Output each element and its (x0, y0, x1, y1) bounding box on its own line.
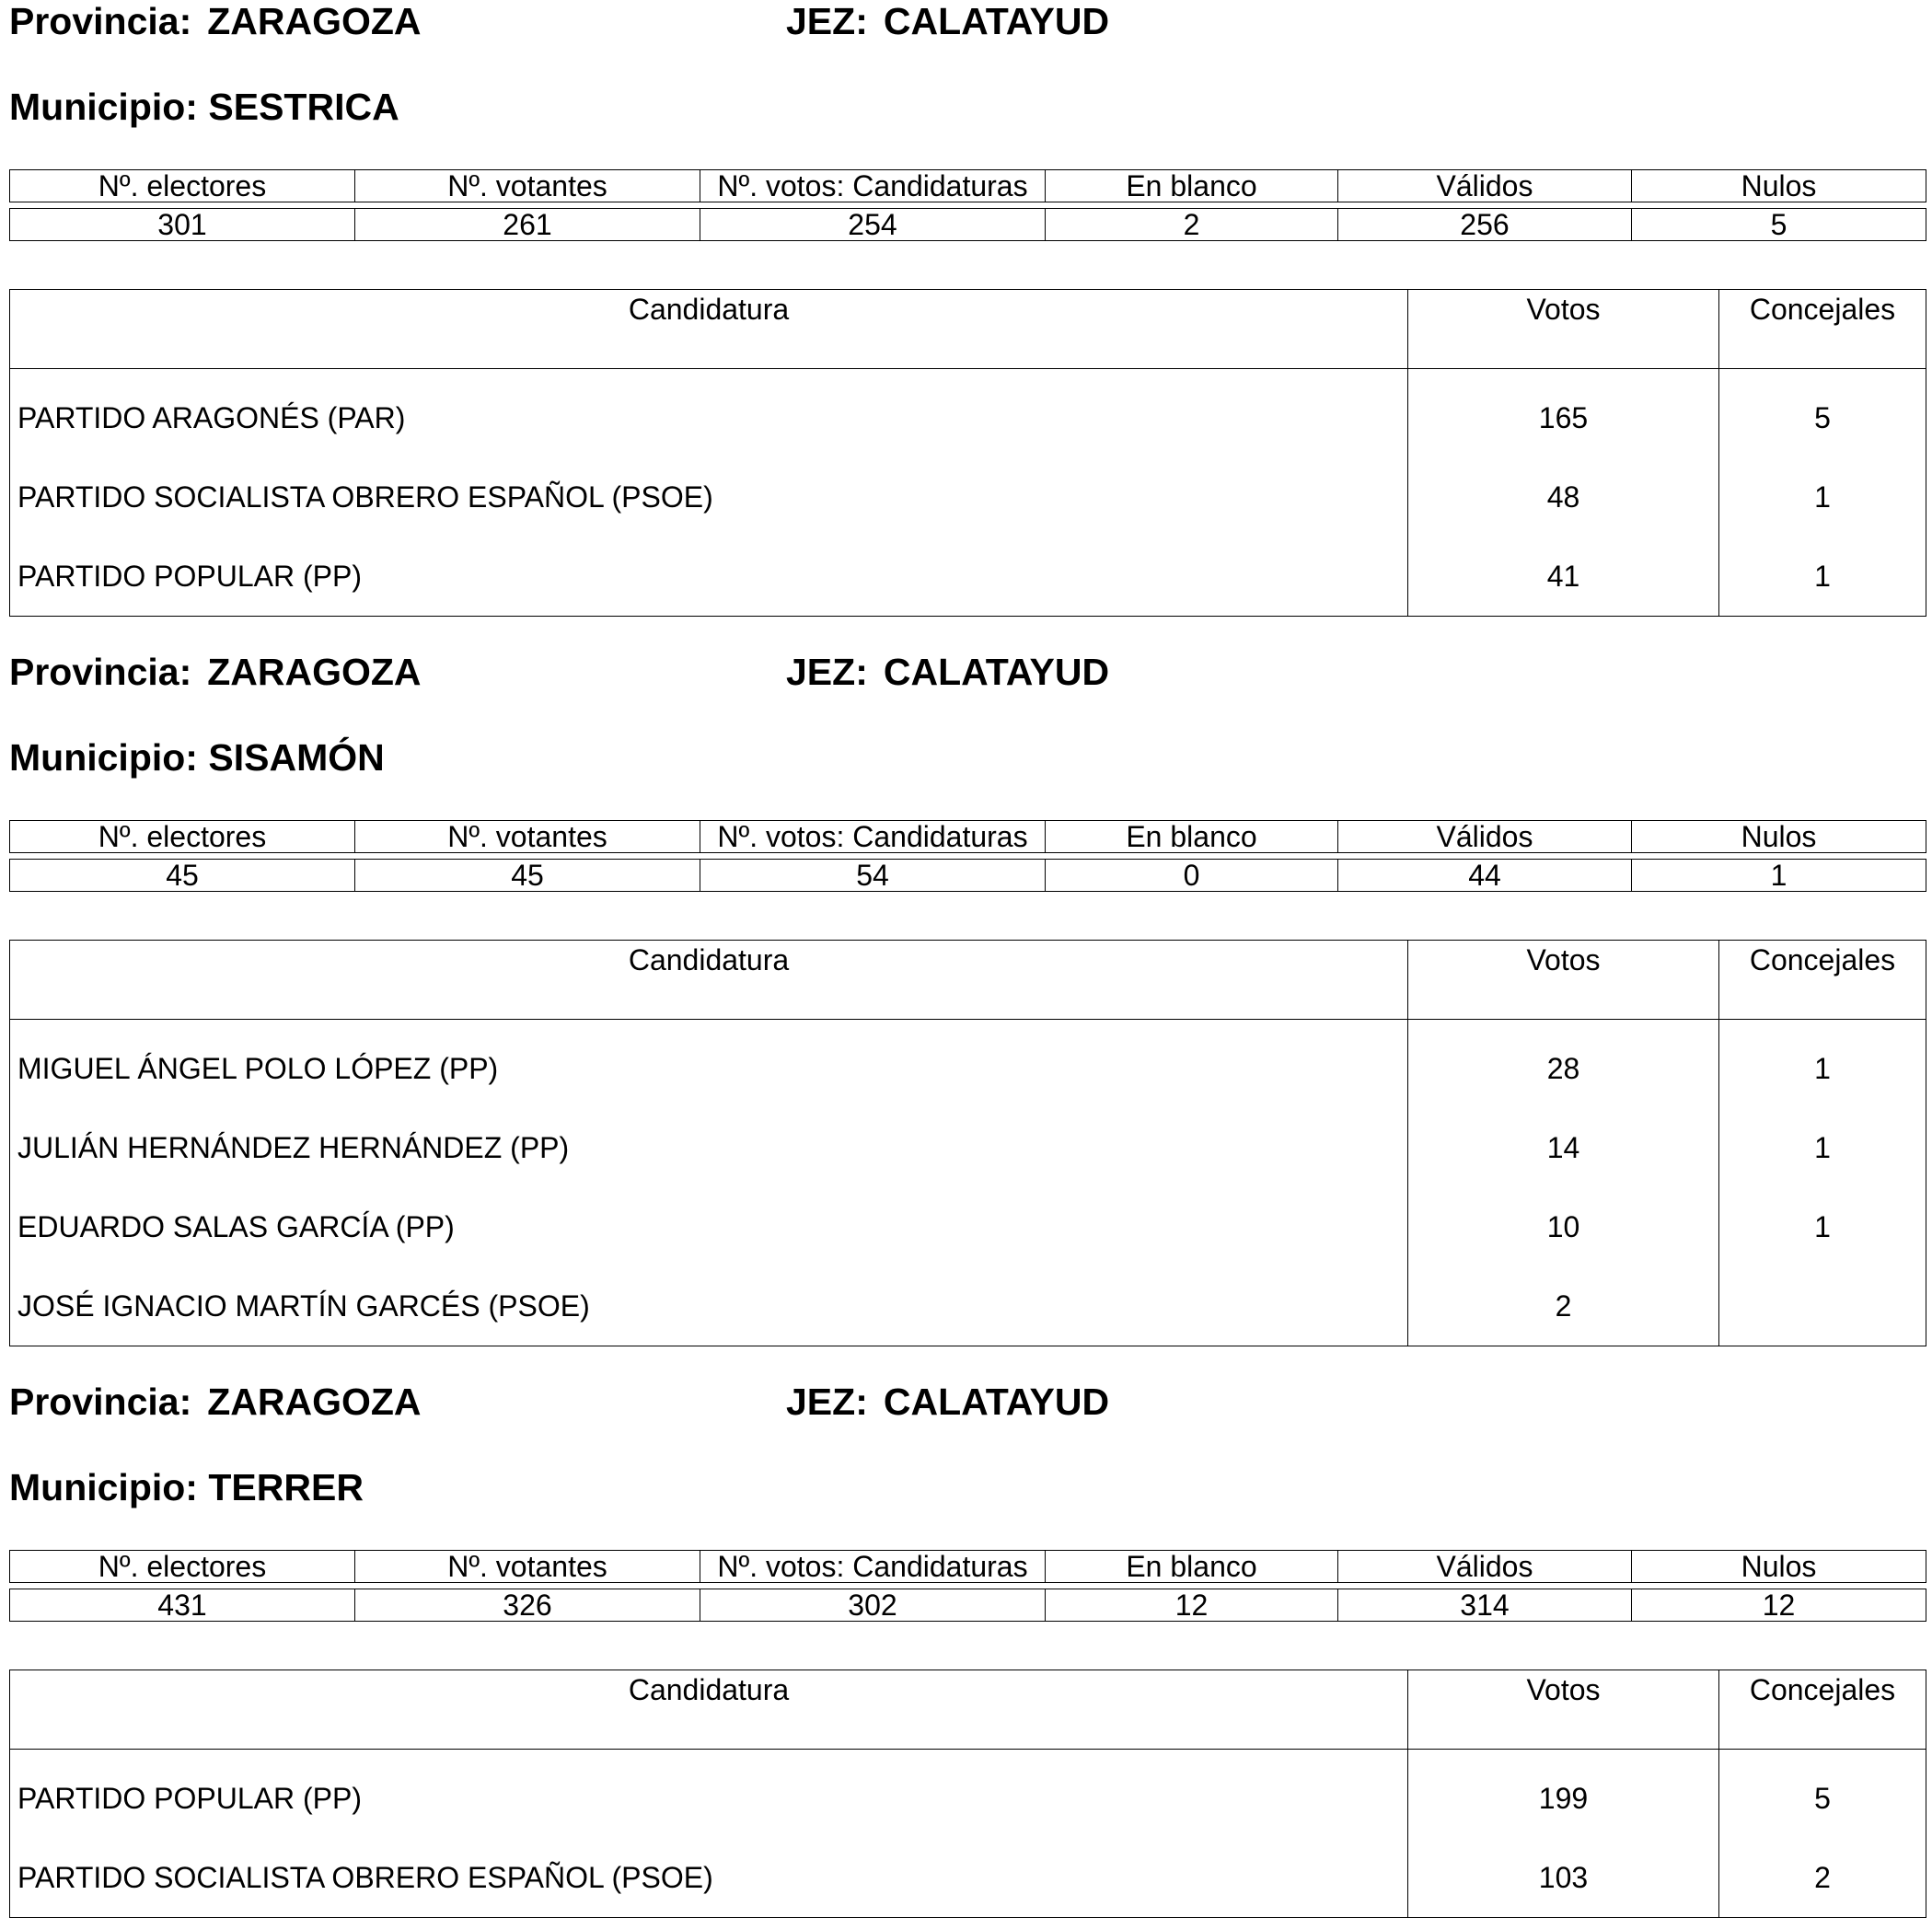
candidates-table (9, 1670, 1926, 1918)
stat-value: 45 (355, 860, 700, 892)
table-row (10, 537, 1926, 617)
stat-value: 5 (1632, 209, 1926, 241)
candidatura-header: Candidatura (10, 290, 1408, 369)
candidate-concejales: 1 (1719, 1108, 1926, 1187)
candidate-votos: 103 (1408, 1838, 1719, 1918)
jez-heading: JEZ: CALATAYUD (786, 0, 1110, 42)
stat-value: 261 (355, 209, 700, 241)
table-row (10, 369, 1926, 458)
municipio-heading: Municipio: TERRER (9, 1466, 364, 1508)
municipio-value: SESTRICA (208, 86, 399, 128)
concejales-header: Concejales (1719, 941, 1926, 1020)
candidate-name: MIGUEL ÁNGEL POLO LÓPEZ (PP) (10, 1020, 1408, 1109)
stat-value: 44 (1338, 860, 1632, 892)
stat-header: Nulos (1632, 170, 1926, 202)
municipio-heading: Municipio: SISAMÓN (9, 736, 385, 779)
stat-value: 431 (10, 1589, 355, 1622)
candidate-concejales: 5 (1719, 369, 1926, 458)
stat-header: Válidos (1338, 1551, 1632, 1583)
candidate-concejales: 2 (1719, 1838, 1926, 1918)
candidate-votos: 41 (1408, 537, 1719, 617)
stat-value: 54 (700, 860, 1046, 892)
stat-value: 2 (1046, 209, 1338, 241)
table-row (10, 1187, 1926, 1266)
stat-header: En blanco (1046, 821, 1338, 853)
stat-header: Nº. electores (10, 821, 355, 853)
stats-header-row (10, 821, 1926, 853)
stat-header: Válidos (1338, 821, 1632, 853)
table-row (10, 1020, 1926, 1109)
candidate-name: PARTIDO SOCIALISTA OBRERO ESPAÑOL (PSOE) (10, 457, 1408, 537)
stat-value: 256 (1338, 209, 1632, 241)
table-row (10, 1108, 1926, 1187)
candidate-votos: 199 (1408, 1750, 1719, 1839)
candidate-concejales: 1 (1719, 1187, 1926, 1266)
stat-header: Nº. votantes (355, 1551, 700, 1583)
municipio-heading: Municipio: SESTRICA (9, 86, 399, 128)
candidates-header-row (10, 290, 1926, 369)
stat-header: Nº. votos: Candidaturas (700, 821, 1046, 853)
stat-header: Nº. votos: Candidaturas (700, 170, 1046, 202)
stat-header: Nulos (1632, 821, 1926, 853)
candidate-name: EDUARDO SALAS GARCÍA (PP) (10, 1187, 1408, 1266)
jez-value: CALATAYUD (883, 1381, 1110, 1423)
stat-value: 45 (10, 860, 355, 892)
stat-value: 12 (1046, 1589, 1338, 1622)
provincia-heading: Provincia: ZARAGOZA (9, 651, 422, 693)
stats-table (9, 820, 1926, 892)
candidate-votos: 10 (1408, 1187, 1719, 1266)
candidate-name: PARTIDO ARAGONÉS (PAR) (10, 369, 1408, 458)
municipio-value: SISAMÓN (208, 736, 385, 779)
candidatura-header: Candidatura (10, 1670, 1408, 1750)
stat-value: 326 (355, 1589, 700, 1622)
stat-value: 0 (1046, 860, 1338, 892)
stat-header: Nº. electores (10, 170, 355, 202)
stat-header: En blanco (1046, 1551, 1338, 1583)
jez-value: CALATAYUD (883, 0, 1110, 42)
candidate-votos: 48 (1408, 457, 1719, 537)
table-row (10, 1750, 1926, 1839)
stat-header: Nulos (1632, 1551, 1926, 1583)
stat-value: 314 (1338, 1589, 1632, 1622)
stat-header: En blanco (1046, 170, 1338, 202)
candidate-name: PARTIDO POPULAR (PP) (10, 1750, 1408, 1839)
candidate-name: PARTIDO SOCIALISTA OBRERO ESPAÑOL (PSOE) (10, 1838, 1408, 1918)
table-row (10, 1838, 1926, 1918)
candidate-concejales (1719, 1266, 1926, 1346)
stats-table (9, 169, 1926, 241)
votos-header: Votos (1408, 290, 1719, 369)
jez-value: CALATAYUD (883, 651, 1110, 693)
candidate-votos: 28 (1408, 1020, 1719, 1109)
municipio-value: TERRER (208, 1466, 364, 1508)
stat-header: Nº. votos: Candidaturas (700, 1551, 1046, 1583)
table-row (10, 457, 1926, 537)
candidates-header-row (10, 1670, 1926, 1750)
candidate-votos: 2 (1408, 1266, 1719, 1346)
candidate-votos: 14 (1408, 1108, 1719, 1187)
stat-value: 12 (1632, 1589, 1926, 1622)
candidate-concejales: 1 (1719, 1020, 1926, 1109)
stats-header-row (10, 1551, 1926, 1583)
stat-header: Nº. votantes (355, 170, 700, 202)
candidate-name: JULIÁN HERNÁNDEZ HERNÁNDEZ (PP) (10, 1108, 1408, 1187)
provincia-heading: Provincia: ZARAGOZA (9, 1381, 422, 1423)
stat-header: Nº. electores (10, 1551, 355, 1583)
stat-value: 254 (700, 209, 1046, 241)
candidates-table (9, 289, 1926, 617)
stat-value: 302 (700, 1589, 1046, 1622)
provincia-heading: Provincia: ZARAGOZA (9, 0, 422, 42)
candidate-concejales: 5 (1719, 1750, 1926, 1839)
votos-header: Votos (1408, 1670, 1719, 1750)
stat-header: Válidos (1338, 170, 1632, 202)
votos-header: Votos (1408, 941, 1719, 1020)
stats-table (9, 1550, 1926, 1622)
candidate-concejales: 1 (1719, 537, 1926, 617)
jez-heading: JEZ: CALATAYUD (786, 1381, 1110, 1423)
table-row (10, 1266, 1926, 1346)
concejales-header: Concejales (1719, 290, 1926, 369)
candidatura-header: Candidatura (10, 941, 1408, 1020)
candidate-name: JOSÉ IGNACIO MARTÍN GARCÉS (PSOE) (10, 1266, 1408, 1346)
stat-value: 1 (1632, 860, 1926, 892)
concejales-header: Concejales (1719, 1670, 1926, 1750)
stat-value: 301 (10, 209, 355, 241)
stats-value-row (10, 209, 1926, 241)
candidate-votos: 165 (1408, 369, 1719, 458)
provincia-value: ZARAGOZA (207, 0, 422, 42)
stat-header: Nº. votantes (355, 821, 700, 853)
stats-header-row (10, 170, 1926, 202)
jez-heading: JEZ: CALATAYUD (786, 651, 1110, 693)
stats-value-row (10, 860, 1926, 892)
provincia-value: ZARAGOZA (207, 1381, 422, 1423)
candidate-concejales: 1 (1719, 457, 1926, 537)
candidates-header-row (10, 941, 1926, 1020)
stats-value-row (10, 1589, 1926, 1622)
provincia-value: ZARAGOZA (207, 651, 422, 693)
candidates-table (9, 940, 1926, 1346)
candidate-name: PARTIDO POPULAR (PP) (10, 537, 1408, 617)
